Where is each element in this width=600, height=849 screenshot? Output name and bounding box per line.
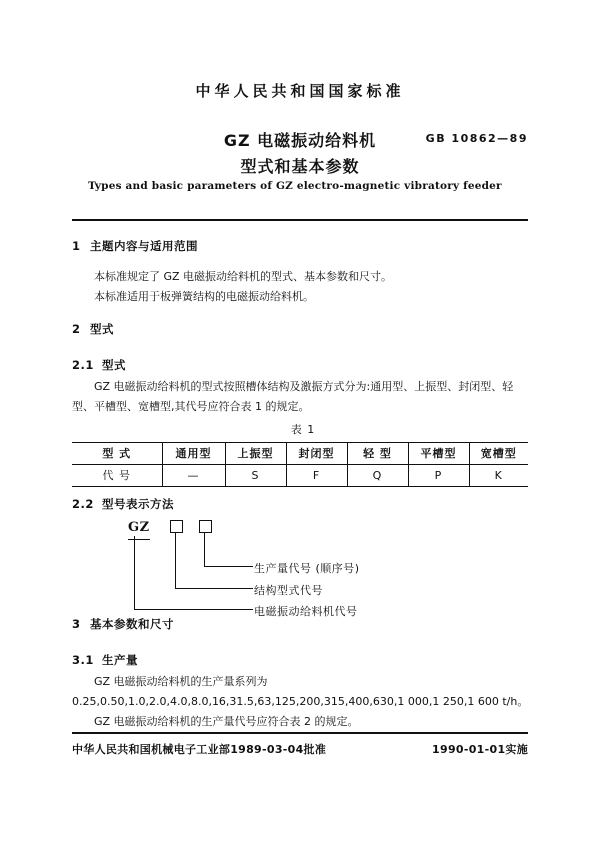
spacer	[72, 260, 534, 267]
table-row	[72, 465, 528, 487]
section-2-2-number: 2.2	[72, 497, 94, 511]
spacer	[72, 307, 534, 319]
diagram-placeholder-box-1	[170, 520, 183, 533]
section-3-1-title: 生产量	[102, 653, 138, 667]
diagram-leader-horizontal-3b	[220, 566, 253, 567]
diagram-leader-vertical-2	[175, 533, 176, 589]
gb-standard-number: GB 10862—89	[425, 132, 528, 145]
section-3-title: 基本参数和尺寸	[90, 617, 174, 631]
section-2-1-number: 2.1	[72, 358, 94, 372]
table-1-header-cell-4: 轻 型	[347, 443, 408, 465]
footer-divider-rule	[72, 732, 528, 734]
diagram-label-structure-code: 结构型式代号	[254, 584, 323, 597]
section-3-1-paragraph-2: GZ 电磁振动给料机的生产量代号应符合表 2 的规定。	[94, 715, 359, 728]
diagram-prefix-gz: GZ	[128, 518, 150, 540]
table-1-header-cell-2: 上振型	[225, 443, 286, 465]
section-2-number: 2	[72, 322, 81, 336]
section-2-1-paragraph: GZ 电磁振动给料机的型式按照槽体结构及激振方式分为:通用型、上振型、封闭型、轻型、平槽型、宽槽型,其代号应符合表 1 的规定。	[72, 380, 514, 413]
diagram-leader-vertical-3	[204, 533, 205, 567]
title-line-2: 型式和基本参数	[240, 157, 360, 176]
section-3-number: 3	[72, 617, 81, 631]
model-designation-diagram	[72, 516, 534, 618]
spacer	[72, 638, 534, 650]
section-2-2-heading	[72, 494, 534, 514]
diagram-leader-horizontal-1	[134, 609, 253, 610]
document-body	[72, 236, 534, 732]
english-title: Types and basic parameters of GZ electro-magnetic vibratory feeder	[88, 180, 502, 192]
table-1-header-cell-3: 封闭型	[286, 443, 347, 465]
section-3-1-number: 3.1	[72, 653, 94, 667]
diagram-label-production-code: 生产量代号 (顺序号)	[254, 562, 360, 575]
section-2-1-title: 型式	[102, 358, 126, 372]
table-1-body-cell-5: P	[408, 465, 469, 487]
diagram-leader-horizontal-3a	[204, 566, 220, 567]
table-1-body-cell-6: K	[469, 465, 528, 487]
diagram-label-feeder-code: 电磁振动给料机代号	[254, 605, 358, 618]
section-1-heading	[72, 236, 534, 256]
header-divider-rule	[72, 219, 528, 221]
title-line-1: GZ 电磁振动给料机	[223, 131, 377, 150]
section-2-2-title: 型号表示方法	[102, 497, 174, 511]
section-2-heading	[72, 319, 534, 339]
section-1-paragraph-1: 本标准规定了 GZ 电磁振动给料机的型式、基本参数和尺寸。	[94, 270, 393, 283]
section-1-title: 主题内容与适用范围	[90, 239, 198, 253]
table-1-header-cell-5: 平槽型	[408, 443, 469, 465]
table-1-body-cell-1: —	[162, 465, 225, 487]
diagram-leader-vertical-1	[134, 536, 135, 610]
footer-effective-date: 1990-01-01实施	[432, 743, 528, 756]
spacer	[72, 487, 534, 494]
section-1-number: 1	[72, 239, 81, 253]
table-1-caption: 表 1	[290, 423, 316, 436]
diagram-placeholder-box-2	[199, 520, 212, 533]
table-row	[72, 443, 528, 465]
section-3-1-heading	[72, 650, 534, 670]
section-2-1-heading	[72, 355, 534, 375]
table-1-body-cell-0: 代 号	[72, 465, 162, 487]
section-2-title: 型式	[90, 322, 114, 336]
national-standard-heading: 中华人民共和国国家标准	[195, 82, 405, 100]
section-3-1-paragraph-1: GZ 电磁振动给料机的生产量系列为 0.25,0.50,1.0,2.0,4.0,8.0,16,31.5,63,125,200,315,400,630,1 000,1 250,1 600 t/h。	[72, 675, 529, 708]
table-1-body-cell-2: S	[225, 465, 286, 487]
spacer	[72, 343, 534, 355]
table-1-header-cell-1: 通用型	[162, 443, 225, 465]
table-1	[72, 442, 528, 487]
table-1-header-cell-6: 宽槽型	[469, 443, 528, 465]
table-1-body-cell-4: Q	[347, 465, 408, 487]
table-1-body-cell-3: F	[286, 465, 347, 487]
section-1-paragraph-2: 本标准适用于板弹簧结构的电磁振动给料机。	[94, 290, 314, 303]
table-1-header-cell-0: 型 式	[72, 443, 162, 465]
footer-approval-text: 中华人民共和国机械电子工业部1989-03-04批准	[72, 743, 327, 756]
diagram-leader-horizontal-2	[175, 588, 253, 589]
